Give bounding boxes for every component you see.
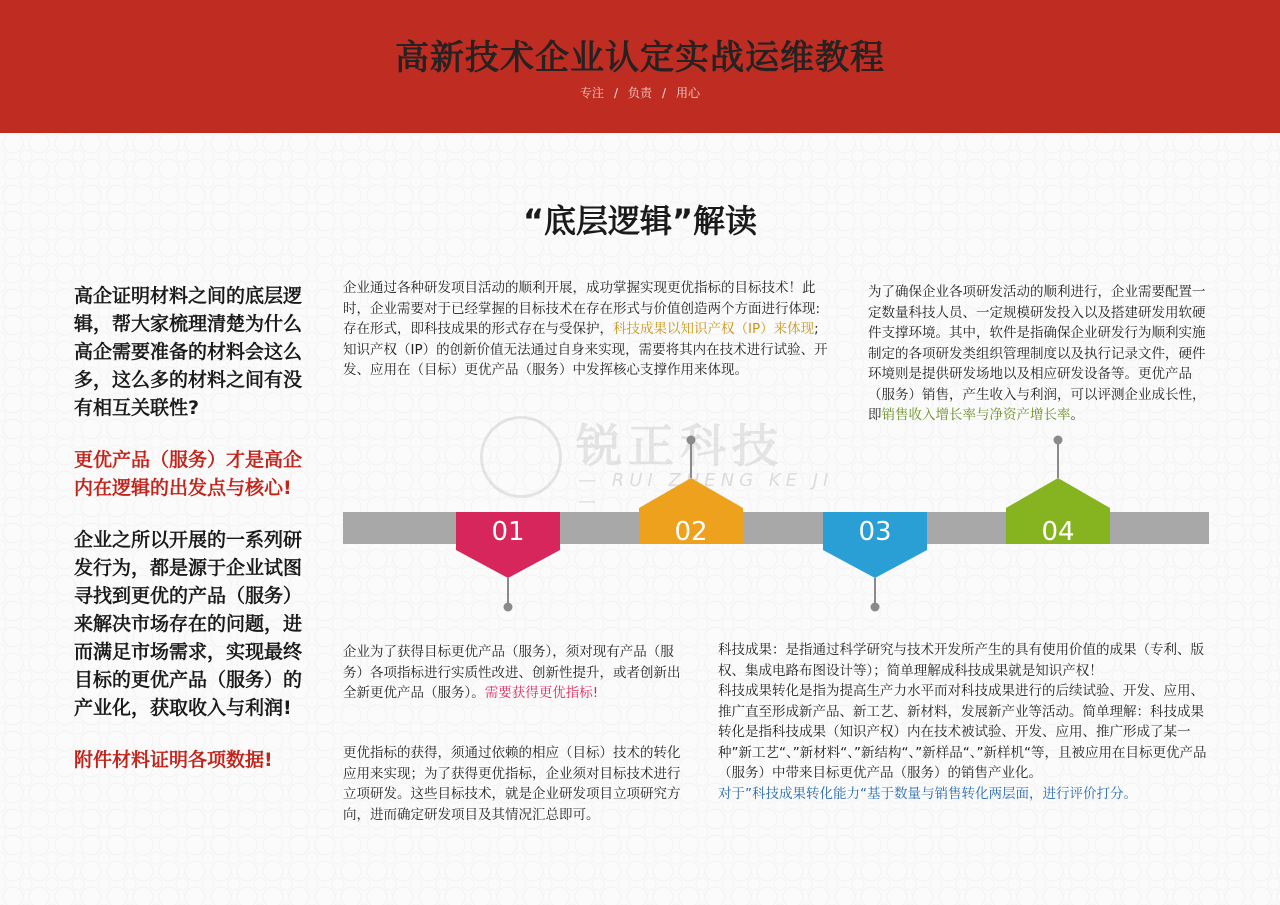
watermark-cn: 锐正科技 (576, 419, 784, 473)
section-title: “底层逻辑”解读 (522, 202, 758, 240)
product-highlight: 需要获得更优指标! (484, 685, 599, 701)
ip-text-b-end: ; (814, 321, 819, 337)
tagline-separator: / (613, 86, 618, 100)
ip-text-b: 存在形式，即科技成果的形式存在与受保护， (343, 321, 613, 337)
timeline-step-label: 01 (491, 517, 525, 547)
left-para-4: 附件材料证明各项数据! (74, 749, 273, 771)
timeline-pin-head (504, 603, 513, 612)
timeline-step-label: 03 (858, 517, 892, 547)
achievement-text-b: 科技成果转化是指为提高生产力水平而对科技成果进行的后续试验、开发、应用、推广直至形成新产品、新工艺、新材料，发展新产业等活动。简单理解：科技成果转化是指科技成果（知识产权）内在技术被试验、开发、应用、推广形成了某一种”新工艺“、”新材料“、”新结构“、”新样品“、”新样机“等，且被应用在目标更优产品（服务）中带来目标更优产品（服务）的销售产业化。 (718, 683, 1207, 781)
resources-highlight: 销售收入增长率与净资产增长率 (881, 407, 1071, 423)
text-block-product (343, 642, 683, 704)
achievement-text-a: 科技成果：是指通过科学研究与技术开发所产生的具有使用价值的成果（专利、版权、集成电路布图设计等）；简单理解成科技成果就是知识产权！ (718, 642, 1204, 679)
timeline-pin-head (1054, 436, 1063, 445)
text-block-indicators (343, 743, 683, 825)
resources-end: 。 (1070, 407, 1084, 423)
tagline-item: 负责 (627, 86, 652, 100)
resources-text: 为了确保企业各项研发活动的顺利进行，企业需要配置一定数量科技人员、一定规模研发投入以及搭建研发用软硬件支撑环境。其中，软件是指确保企业研发行为顺利实施制定的各项研发类组织管理制度以及执行记录文件，硬件环境则是提供研发场地以及相应研发设备等。更优产品（服务）销售，产生收入与利润，可以评测企业成长性，即 (868, 284, 1206, 423)
ip-text-c: 知识产权（IP）的创新价值无法通过自身来实现，需要将其内在技术进行试验、开发、应用在（目标）更优产品（服务）中发挥核心支撑作用来体现。 (343, 341, 828, 378)
left-para-3: 企业之所以开展的一系列研发行为，都是源于企业试图寻找到更优的产品（服务）来解决市场存在的问题，进而满足市场需求，实现最终目标的更优产品（服务）的产业化，获取收入与利润! (74, 529, 303, 719)
ip-text-a: 企业通过各种研发项目活动的顺利开展，成功掌握实现更优指标的目标技术！此时，企业需要对于已经掌握的目标技术在存在形式与价值创造两个方面进行体现: (343, 280, 821, 317)
timeline-pin-head (871, 603, 880, 612)
watermark-en: — RUI ZHENG KE JI — (578, 470, 834, 512)
timeline-step-label: 02 (674, 517, 708, 547)
tagline-separator: / (662, 86, 667, 100)
timeline-pin-head (687, 436, 696, 445)
ip-highlight: 科技成果以知识产权（IP）来体现 (613, 321, 815, 337)
page-title: 高新技术企业认定实战运维教程 (395, 38, 885, 78)
left-para-2: 更优产品（服务）才是高企内在逻辑的出发点与核心! (74, 449, 303, 499)
indicators-text: 更优指标的获得，须通过依赖的相应（目标）技术的转化应用来实现；为了获得更优指标，企业须对目标技术进行立项研发。这些目标技术，就是企业研发项目立项研究方向，进而确定研发项目及其情况汇总即可。 (343, 745, 681, 823)
timeline-step-label: 04 (1041, 517, 1075, 547)
left-para-1: 高企证明材料之间的底层逻辑，帮大家梳理清楚为什么高企需要准备的材料会这么多，这么多的材料之间有没有相互关联性? (74, 285, 303, 419)
text-block-achievements (718, 640, 1210, 804)
achievement-highlight: 对于”科技成果转化能力“基于数量与销售转化两层面，进行评价打分。 (718, 785, 1137, 802)
tagline-item: 专注 (579, 86, 604, 100)
product-text: 企业为了获得目标更优产品（服务），须对现有产品（服务）各项指标进行实质性改进、创新性提升，或者创新出全新更优产品（服务）。 (343, 644, 681, 701)
tagline-item: 用心 (676, 86, 701, 100)
